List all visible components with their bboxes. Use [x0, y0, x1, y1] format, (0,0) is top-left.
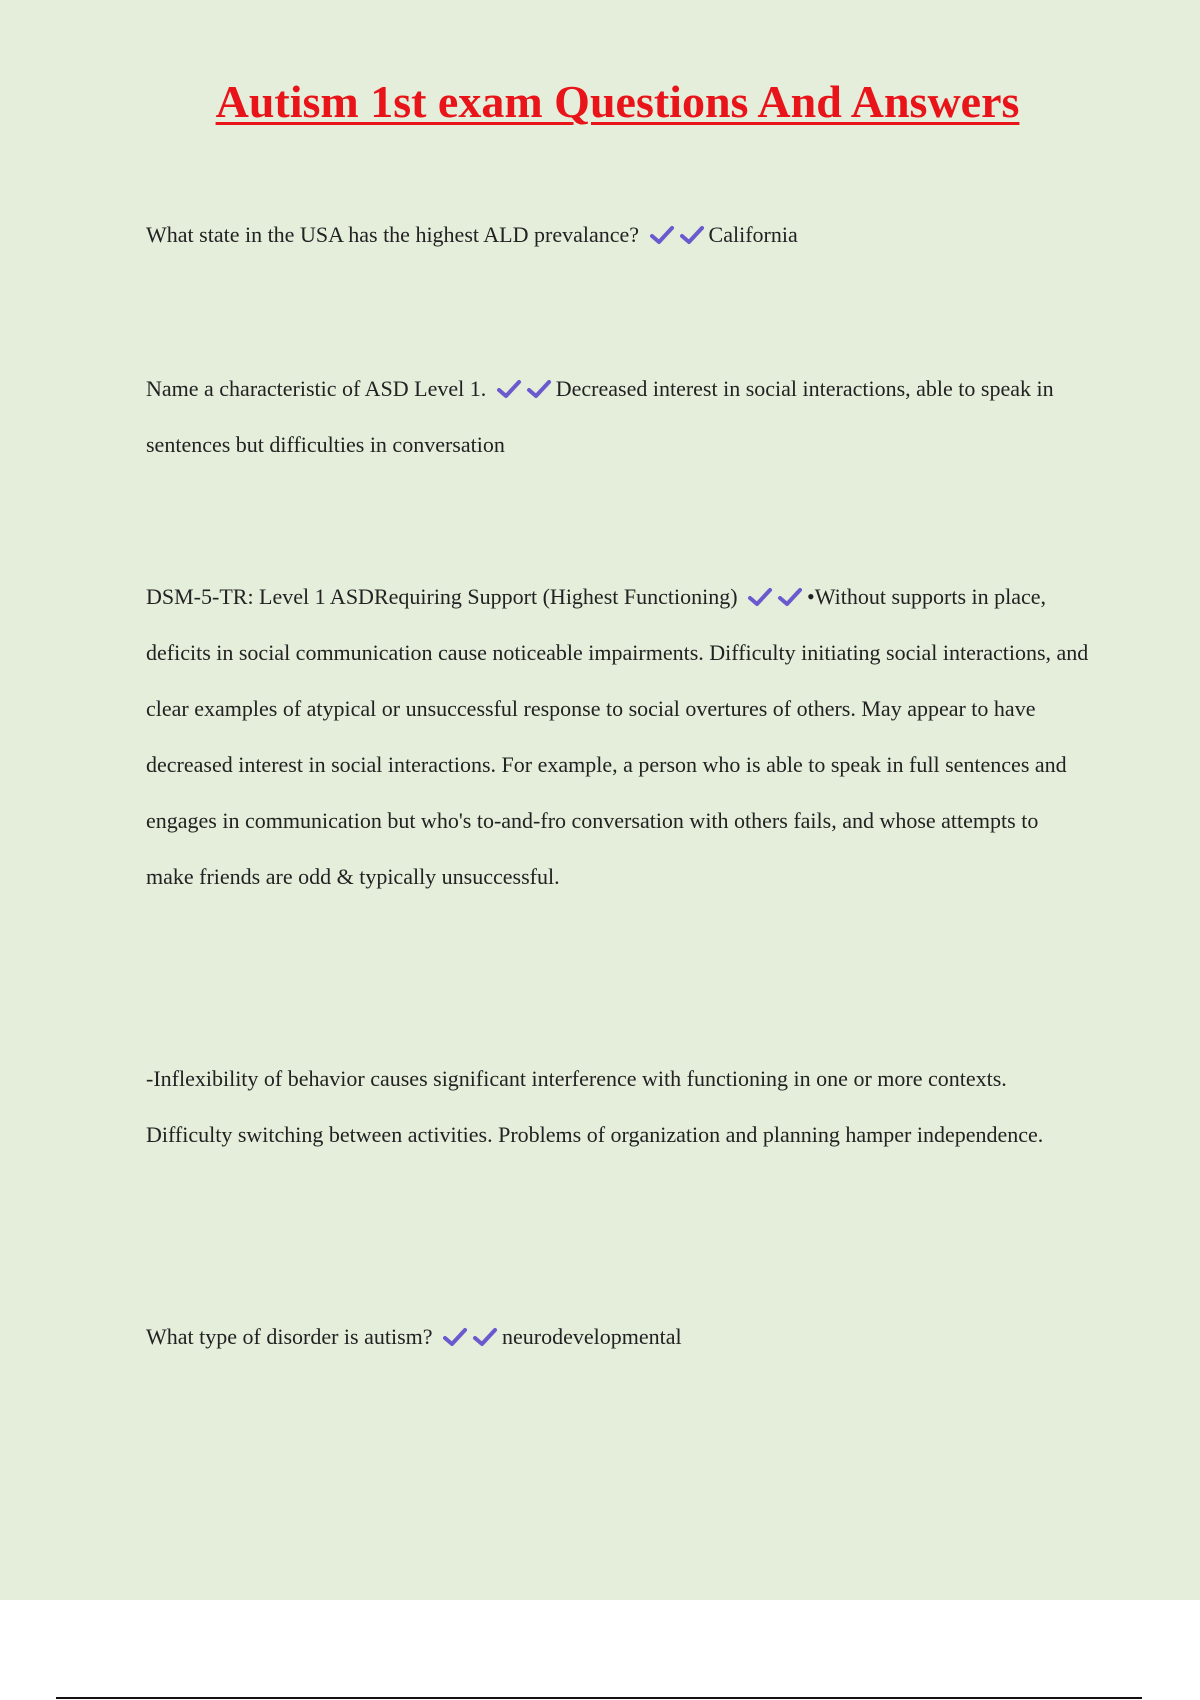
double-check-icon — [645, 207, 705, 263]
double-check-icon — [743, 569, 803, 625]
question-text: DSM-5-TR: Level 1 ASDRequiring Support (Highest Functioning) — [146, 584, 738, 609]
qa-item-1 — [146, 207, 1091, 263]
checkmark-icon — [777, 586, 803, 608]
double-check-icon — [438, 1309, 498, 1365]
answer-continuation: -Inflexibility of behavior causes significant interference with functioning in one or more contexts. Difficulty switching between activities. Problems of organization and planning hamper independence. — [146, 1066, 1044, 1147]
footer-divider — [56, 1697, 1142, 1699]
answer-text: •Without supports in place, deficits in social communication cause noticeable impairments. Difficulty initiating social interactions, and clear examples of atypical or unsuccessful response to social overtures of others. May appear to have decreased interest in social interactions. For example, a person who is able to speak in full sentences and engages in communication but who's to-and-fro conversation with others fails, and whose attempts to make friends are odd & typically unsuccessful. — [146, 584, 1089, 889]
document-title: Autism 1st exam Questions And Answers — [215, 76, 1020, 127]
answer-text: neurodevelopmental — [502, 1324, 682, 1349]
checkmark-icon — [649, 224, 675, 246]
qa-item-4 — [146, 1309, 1091, 1365]
checkmark-icon — [679, 224, 705, 246]
question-text: What type of disorder is autism? — [146, 1324, 433, 1349]
answer-text: Decreased interest in social interactions, able to speak in sentences but difficulties in conversation — [146, 376, 1054, 457]
answer-text: California — [708, 222, 798, 247]
question-text: Name a characteristic of ASD Level 1. — [146, 376, 487, 401]
checkmark-icon — [747, 586, 773, 608]
checkmark-icon — [472, 1326, 498, 1348]
double-check-icon — [492, 361, 552, 417]
checkmark-icon — [526, 378, 552, 400]
qa-item-2 — [146, 361, 1091, 473]
qa-item-3 — [146, 569, 1091, 905]
checkmark-icon — [496, 378, 522, 400]
question-text: What state in the USA has the highest ALD prevalance? — [146, 222, 640, 247]
checkmark-icon — [442, 1326, 468, 1348]
